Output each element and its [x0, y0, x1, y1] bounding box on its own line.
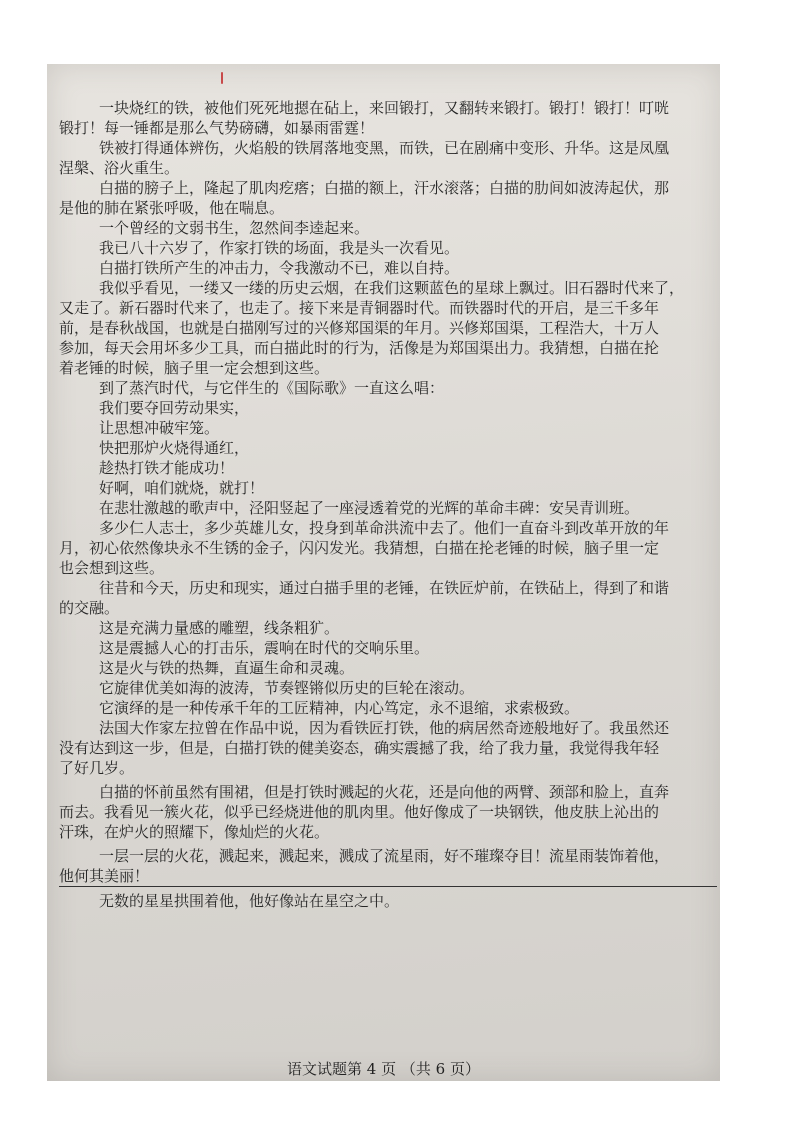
text-line: 到了蒸汽时代，与它伴生的《国际歌》一直这么唱： — [99, 379, 445, 397]
text-line: 这是充满力量感的雕塑，线条粗犷。 — [99, 619, 340, 637]
text-line: 这是震撼人心的打击乐，震响在时代的交响乐里。 — [99, 639, 430, 657]
text-line: 没有达到这一步，但是，白描打铁的健美姿态，确实震撼了我，给了我力量，我觉得我年轻 — [59, 739, 660, 757]
page-footer: 语文试题第 4 页 （共 6 页） — [287, 1060, 480, 1078]
underlined-sentence — [59, 846, 717, 887]
text-line: 在悲壮激越的歌声中，泾阳竖起了一座浸透着党的光辉的革命丰碑：安吴青训班。 — [99, 499, 640, 517]
text-line: 了好几岁。 — [59, 759, 135, 777]
text-line: 法国大作家左拉曾在作品中说，因为看铁匠打铁，他的病居然奇迹般地好了。我虽然还 — [99, 719, 670, 737]
text-line: 我似乎看见，一缕又一缕的历史云烟，在我们这颗蓝色的星球上飘过。旧石器时代来了， — [99, 279, 685, 297]
text-line: 他何其美丽！ — [59, 867, 150, 885]
text-line: 的交融。 — [59, 599, 120, 617]
text-line: 我们要夺回劳动果实， — [99, 399, 250, 417]
exam-page — [47, 64, 720, 1081]
red-pen-mark — [221, 72, 223, 84]
passage-part-a — [59, 98, 717, 778]
text-line: 铁被打得通体辨伤，火焰般的铁屑落地变黑，而铁，已在剧痛中变形、升华。这是凤凰 — [99, 139, 670, 157]
text-line: 往昔和今天，历史和现实，通过白描手里的老锤，在铁匠炉前，在铁砧上，得到了和谐 — [99, 579, 670, 597]
text-line: 而去。我看见一簇火花，似乎已经烧进他的肌肉里。他好像成了一块钢铁，他皮肤上沁出的 — [59, 803, 660, 821]
text-line: 是他的肺在紧张呼吸，他在喘息。 — [59, 199, 285, 217]
text-line: 让思想冲破牢笼。 — [99, 419, 220, 437]
text-line: 我已八十六岁了，作家打铁的场面，我是头一次看见。 — [99, 239, 460, 257]
text-line: 一个曾经的文弱书生，忽然间李逵起来。 — [99, 219, 370, 237]
text-line: 白描的膀子上，隆起了肌肉疙瘩；白描的额上，汗水滚落；白描的肋间如波涛起伏，那 — [99, 179, 670, 197]
text-line: 白描的怀前虽然有围裙，但是打铁时溅起的火花，还是向他的两臂、颈部和脸上，直奔 — [99, 783, 670, 801]
passage-part-b — [59, 782, 717, 842]
text-line: 又走了。新石器时代来了，也走了。接下来是青铜器时代。而铁器时代的开启，是三千多年 — [59, 299, 660, 317]
passage-text — [59, 98, 717, 911]
text-line: 这是火与铁的热舞，直逼生命和灵魂。 — [99, 659, 355, 677]
text-line: 多少仁人志士，多少英雄儿女，投身到革命洪流中去了。他们一直奋斗到改革开放的年 — [99, 519, 670, 537]
text-line: 快把那炉火烧得通红， — [99, 439, 250, 457]
text-line: 锻打！每一锤都是那么气势磅礴，如暴雨雷霆！ — [59, 119, 375, 137]
text-line: 涅槃、浴火重生。 — [59, 159, 180, 177]
text-line: 参加，每天会用坏多少工具，而白描此时的行为，活像是为郑国渠出力。我猜想，白描在抡 — [59, 339, 660, 357]
text-line: 着老锤的时候，脑子里一定会想到这些。 — [59, 359, 330, 377]
text-line: 汗珠，在炉火的照耀下，像灿烂的火花。 — [59, 823, 330, 841]
text-line: 一层一层的火花，溅起来，溅起来，溅成了流星雨，好不璀璨夺目！流星雨装饰着他， — [99, 847, 670, 865]
text-line: 趁热打铁才能成功！ — [99, 459, 235, 477]
text-line: 它演绎的是一种传承千年的工匠精神，内心笃定，永不退缩，求索极致。 — [99, 699, 580, 717]
text-line: 白描打铁所产生的冲击力，令我激动不已，难以自持。 — [99, 259, 460, 277]
text-line: 前，是春秋战国，也就是白描刚写过的兴修郑国渠的年月。兴修郑国渠，工程浩大，十万人 — [59, 319, 660, 337]
text-line: 一块烧红的铁，被他们死死地摁在砧上，来回锻打，又翻转来锻打。锻打！锻打！叮咣 — [99, 99, 670, 117]
text-line: 好啊，咱们就烧，就打！ — [99, 479, 265, 497]
text-line: 也会想到这些。 — [59, 559, 165, 577]
closing-line: 无数的星星拱围着他，他好像站在星空之中。 — [99, 892, 400, 910]
text-line: 它旋律优美如海的波涛，节奏铿锵似历史的巨轮在滚动。 — [99, 679, 475, 697]
text-line: 月，初心依然像块永不生锈的金子，闪闪发光。我猜想，白描在抡老锤的时候，脑子里一定 — [59, 539, 660, 557]
